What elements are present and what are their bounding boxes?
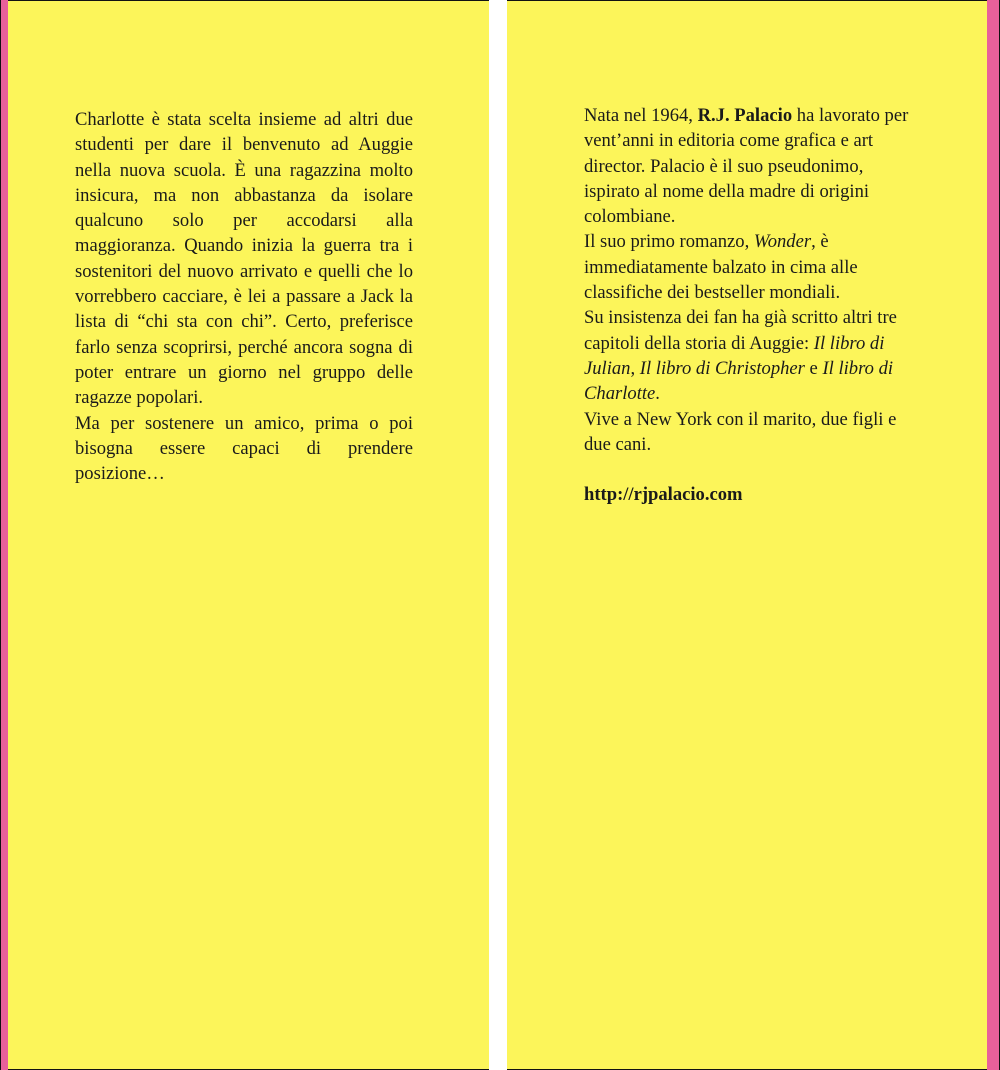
chapters-end: . bbox=[655, 383, 660, 405]
author-bio bbox=[584, 103, 910, 507]
synopsis-paragraph-2: Ma per sostenere un amico, prima o poi bisogna essere capaci di prendere posizione… bbox=[75, 412, 413, 485]
residence-paragraph: Vive a New York con il marito, due figli e due cani. bbox=[584, 408, 897, 455]
book-title-charlotte: Il libro di Charlotte bbox=[584, 357, 894, 405]
chapters-intro: Su insistenza dei fan ha già scritto altri tre capitoli della storia di Auggie: bbox=[584, 307, 897, 354]
right-pink-edge bbox=[987, 0, 1000, 1070]
right-flap bbox=[507, 0, 988, 1070]
separator-1: , bbox=[630, 357, 640, 379]
novel-intro: Il suo primo romanzo, bbox=[584, 231, 754, 253]
left-flap bbox=[8, 0, 489, 1070]
synopsis-text bbox=[75, 107, 413, 486]
novel-title: Wonder bbox=[753, 231, 812, 253]
center-gutter bbox=[489, 0, 507, 1070]
bio-intro: Nata nel 1964, bbox=[584, 105, 698, 126]
author-name: R.J. Palacio bbox=[697, 105, 793, 126]
synopsis-paragraph-1: Charlotte è stata scelta insieme ad altri due studenti per dare il benvenuto ad Auggie nella nuova scuola. È una ragazzina molto insicura, ma non abbastanza da isolare qualcuno solo per accodarsi alla maggioranza. Quando inizia la guerra tra i sostenitori del nuovo arrivato e quelli che lo vorrebbero cacciare, è lei a passare a Jack la lista di “chi sta con chi”. Certo, preferisce farlo senza scoprirsi, perché ancora sogna di poter entrare un giorno nel gruppo delle ragazze popolari. bbox=[75, 109, 413, 409]
chapters-paragraph bbox=[584, 305, 910, 406]
novel-paragraph bbox=[584, 229, 910, 305]
website-paragraph bbox=[584, 482, 910, 507]
bio-rest: ha lavorato per vent’anni in editoria come grafica e art director. Palacio è il suo pseudonimo, ispirato al nome della madre di origini colombiane. bbox=[584, 105, 909, 228]
spacer bbox=[584, 457, 910, 482]
bio-paragraph bbox=[584, 103, 910, 229]
book-title-christopher: Il libro di Christopher bbox=[639, 357, 805, 379]
book-title-julian: Il libro di Julian bbox=[584, 332, 885, 379]
separator-2: e bbox=[804, 357, 823, 379]
novel-rest: , è immediatamente balzato in cima alle classifiche dei bestseller mondiali. bbox=[584, 231, 858, 304]
author-website: http://rjpalacio.com bbox=[584, 484, 743, 506]
